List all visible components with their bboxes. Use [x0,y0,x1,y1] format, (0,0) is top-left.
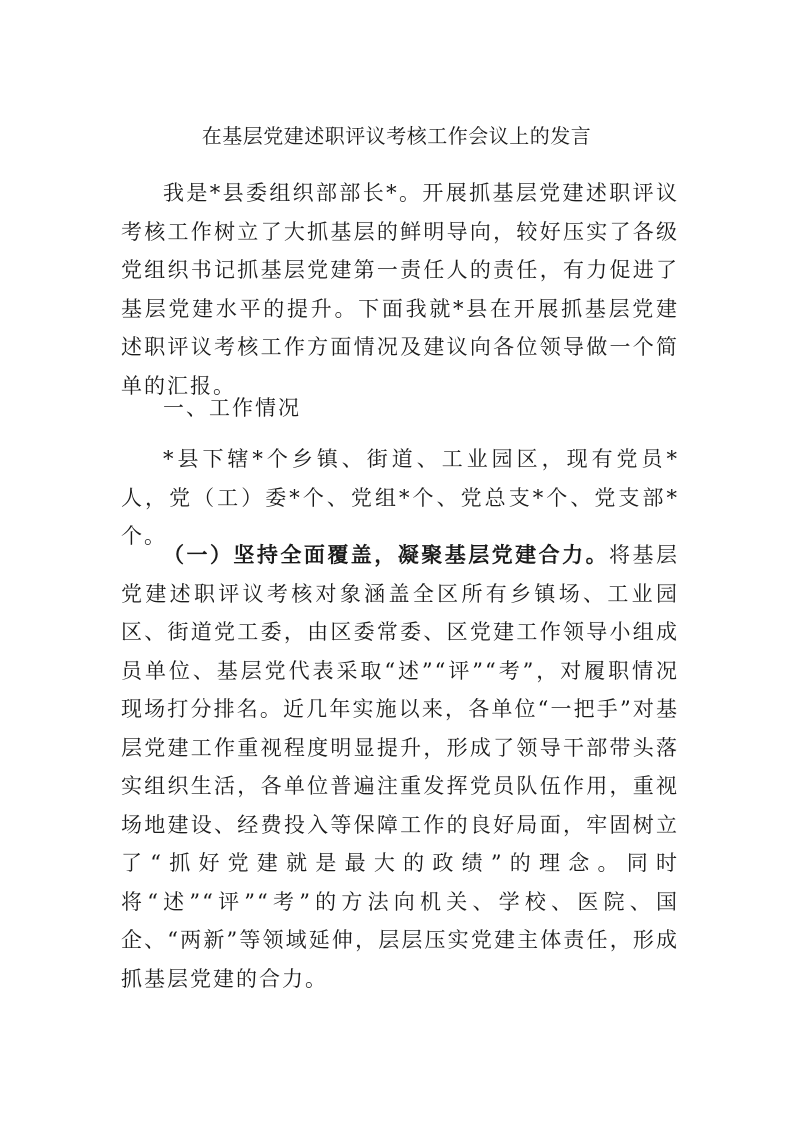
section-heading: 一、工作情况 [163,396,301,420]
overview-paragraph: *县下辖*个乡镇、街道、工业园区，现有党员*人，党（工）委*个、党组*个、党总支*个、党支部*个。 [121,447,679,548]
subsection-lead: （一）坚持全面覆盖，凝聚基层党建合力。 [163,543,610,567]
subsection-body: 将基层党建述职评议考核对象涵盖全区所有乡镇场、工业园区、街道党工委，由区委常委、区党建工作领导小组成员单位、基层党代表采取“述”“评”“考”，对履职情况现场打分排名。近几年实施以来，各单位“一把手”对基层党建工作重视程度明显提升，形成了领导干部带头落实组织生活，各单位普遍注重发挥党员队伍作用，重视场地建设、经费投入等保障工作的良好局面，牢固树立了“抓好党建就是最大的政绩”的理念。同时将“述”“评”“考”的方法向机关、学校、医院、国企、“两新”等领域延伸，层层压实党建主体责任，形成抓基层党建的合力。 [121,543,679,991]
intro-paragraph: 我是*县委组织部部长*。开展抓基层党建述职评议考核工作树立了大抓基层的鲜明导向，较好压实了各级党组织书记抓基层党建第一责任人的责任，有力促进了基层党建水平的提升。下面我就*县在开展抓基层党建述职评议考核工作方面情况及建议向各位领导做一个简单的汇报。 [121,181,679,398]
document-title: 在基层党建述职评议考核工作会议上的发言 [201,124,592,148]
subsection-paragraph [121,536,679,998]
